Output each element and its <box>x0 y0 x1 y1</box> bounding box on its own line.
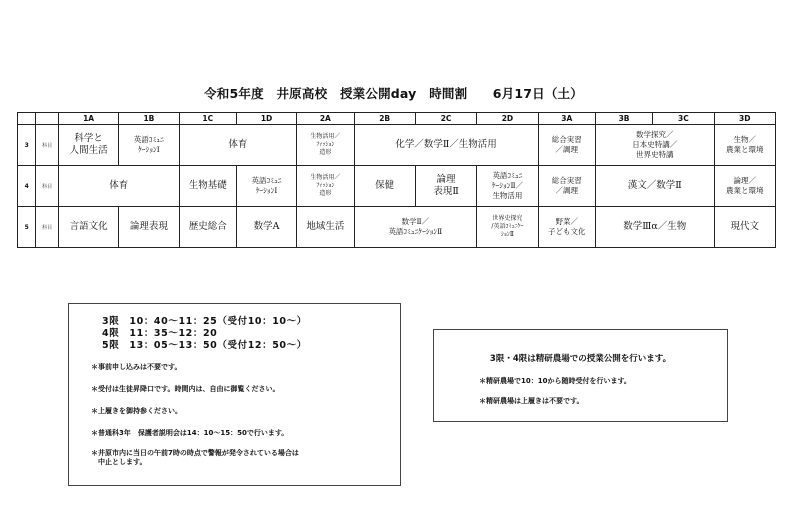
table-row <box>18 125 776 166</box>
timetable-cell: 数学Ⅱ／ 英語ｺﾐｭﾆｹｰｼｮﾝⅡ <box>354 207 477 248</box>
farm-box <box>433 329 728 422</box>
time-line: 5限 13：05〜13：50（受付12：50〜） <box>102 340 307 351</box>
timetable-cell: 保健 <box>354 166 415 207</box>
col-header-2b: 2B <box>354 113 415 125</box>
col-header-2d: 2D <box>477 113 538 125</box>
col-header-3d: 3D <box>714 113 775 125</box>
col-header-2c: 2C <box>415 113 476 125</box>
timetable-cell: 数学A <box>236 207 296 248</box>
corner-cell <box>18 113 36 125</box>
note-line: ＊上履きを御持参ください。 <box>91 407 182 415</box>
col-header-1d: 1D <box>236 113 296 125</box>
timetable-cell: 総合実習 ／調理 <box>538 166 595 207</box>
col-header-1b: 1B <box>119 113 179 125</box>
note-line: ＊受付は生徒昇降口です。時間内は、自由に御覧ください。 <box>91 385 280 393</box>
timetable-cell: 生物活用／ ﾌｧｯｼｮﾝ 造形 <box>297 166 354 207</box>
kamoku-label: 科目 <box>36 125 59 166</box>
timetable-cell: 地域生活 <box>297 207 354 248</box>
note-line: ＊事前申し込みは不要です。 <box>91 363 182 371</box>
timetable-cell: 体育 <box>58 166 179 207</box>
timetable-cell: 現代文 <box>714 207 775 248</box>
timetable-cell: 英語ｺﾐｭﾆ ｹｰｼｮﾝⅡ／ 生物活用 <box>477 166 538 207</box>
page-title: 令和5年度 井原高校 授業公開day 時間割 6月17日（土） <box>204 86 583 101</box>
period-number: 5 <box>18 207 36 248</box>
time-line: 4限 11：35〜12：20 <box>102 328 218 339</box>
timetable-cell: 漢文／数学Ⅱ <box>595 166 714 207</box>
timetable-cell: 総合実習 ／調理 <box>538 125 595 166</box>
col-header-1c: 1C <box>179 113 236 125</box>
timetable-cell: 生物基礎 <box>179 166 236 207</box>
col-header-3b: 3B <box>595 113 652 125</box>
schedule-times <box>102 316 307 352</box>
note-line: 中止とします。 <box>91 458 147 466</box>
time-line: 3限 10：40〜11：25（受付10：10〜） <box>102 316 307 327</box>
period-number: 3 <box>18 125 36 166</box>
timetable-cell: 体育 <box>179 125 297 166</box>
kamoku-label: 科目 <box>36 166 59 207</box>
timetable-cell: 論理 表現Ⅱ <box>415 166 476 207</box>
note-line: ＊普通科3年 保護者説明会は14：10〜15：50で行います。 <box>91 429 289 437</box>
timetable-cell: 英語ｺﾐｭﾆ ｹｰｼｮﾝⅠ <box>236 166 296 207</box>
timetable <box>17 112 776 248</box>
table-row <box>18 166 776 207</box>
kamoku-label: 科目 <box>36 207 59 248</box>
timetable-cell: 歴史総合 <box>179 207 236 248</box>
timetable-cell: 科学と 人間生活 <box>58 125 118 166</box>
corner-cell <box>36 113 59 125</box>
table-row <box>18 207 776 248</box>
timetable-cell: 化学／数学Ⅱ／生物活用 <box>354 125 538 166</box>
info-box <box>68 303 401 486</box>
timetable-cell: 英語ｺﾐｭﾆ ｹｰｼｮﾝⅠ <box>119 125 179 166</box>
note-line: ＊井原市内に当日の午前7時の時点で警報が発令されている場合は <box>91 449 299 457</box>
timetable-cell: 生物活用／ ﾌｧｯｼｮﾝ 造形 <box>297 125 354 166</box>
timetable-cell: 野菜／ 子ども文化 <box>538 207 595 248</box>
timetable-cell: 数学Ⅲα／生物 <box>595 207 714 248</box>
timetable-cell: 論理／ 農業と環境 <box>714 166 775 207</box>
header-row <box>18 113 776 125</box>
col-header-1a: 1A <box>58 113 118 125</box>
timetable-cell: 言語文化 <box>58 207 118 248</box>
col-header-3a: 3A <box>538 113 595 125</box>
farm-main-text: 3限・4限は精研農場での授業公開を行います。 <box>489 354 672 364</box>
col-header-3c: 3C <box>653 113 714 125</box>
col-header-2a: 2A <box>297 113 354 125</box>
period-number: 4 <box>18 166 36 207</box>
timetable-cell: 論理表現 <box>119 207 179 248</box>
timetable-cell: 生物／ 農業と環境 <box>714 125 775 166</box>
timetable-cell: 世界史探究 /英語ｺﾐｭﾆｹｰ ｼｮﾝⅡ <box>477 207 538 248</box>
farm-note: ＊精研農場は上履きは不要です。 <box>479 397 584 405</box>
timetable-cell: 数学探究／ 日本史特講／ 世界史特講 <box>595 125 714 166</box>
farm-note: ＊精研農場で10：10から随時受付を行います。 <box>479 377 631 385</box>
